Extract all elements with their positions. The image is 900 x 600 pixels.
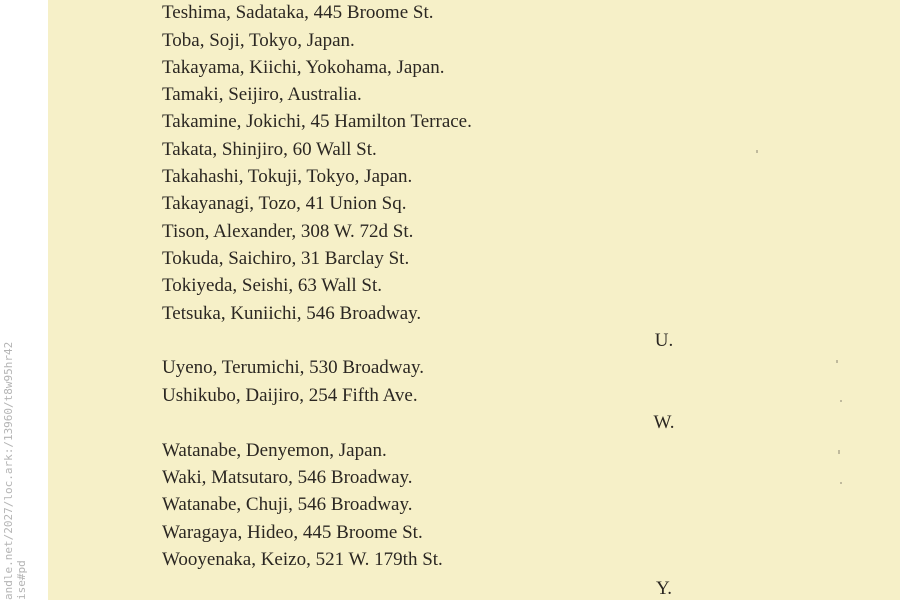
- section-heading-y: Y.: [655, 578, 673, 599]
- list-item: Tamaki, Seijiro, Australia.: [162, 84, 362, 105]
- paper-speck: [756, 150, 758, 153]
- document-page: [48, 0, 900, 600]
- list-item: Teshima, Sadataka, 445 Broome St.: [162, 2, 434, 23]
- section-heading-u: U.: [654, 330, 674, 351]
- scan-margin: [0, 0, 48, 600]
- list-item: Takahashi, Tokuji, Tokyo, Japan.: [162, 166, 413, 187]
- paper-speck: [836, 360, 838, 363]
- list-item: Toba, Soji, Tokyo, Japan.: [162, 30, 355, 51]
- source-watermark: [2, 342, 28, 600]
- list-item: Takayama, Kiichi, Yokohama, Japan.: [162, 57, 445, 78]
- paper-speck: [840, 400, 842, 402]
- section-heading-w: W.: [653, 412, 675, 433]
- paper-speck: [840, 482, 842, 484]
- watermark-line-1: andle.net/2027/loc.ark:/13960/t8w95hr42: [2, 341, 15, 600]
- list-item: Waki, Matsutaro, 546 Broadway.: [162, 467, 413, 488]
- list-item: Wooyenaka, Keizo, 521 W. 179th St.: [162, 549, 443, 570]
- list-item: Ushikubo, Daijiro, 254 Fifth Ave.: [162, 385, 418, 406]
- list-item: Tokuda, Saichiro, 31 Barclay St.: [162, 248, 410, 269]
- list-item: Tison, Alexander, 308 W. 72d St.: [162, 221, 414, 242]
- list-item: Takamine, Jokichi, 45 Hamilton Terrace.: [162, 111, 472, 132]
- paper-speck: [838, 450, 840, 454]
- list-item: Takayanagi, Tozo, 41 Union Sq.: [162, 193, 407, 214]
- list-item: Watanabe, Denyemon, Japan.: [162, 440, 387, 461]
- list-item: Watanabe, Chuji, 546 Broadway.: [162, 494, 413, 515]
- list-item: Tokiyeda, Seishi, 63 Wall St.: [162, 275, 383, 296]
- list-item: Tetsuka, Kuniichi, 546 Broadway.: [162, 303, 422, 324]
- list-item: Takata, Shinjiro, 60 Wall St.: [162, 139, 377, 160]
- list-item: Waragaya, Hideo, 445 Broome St.: [162, 522, 423, 543]
- list-item: Uyeno, Terumichi, 530 Broadway.: [162, 357, 424, 378]
- watermark-line-2: ise#pd: [15, 560, 28, 600]
